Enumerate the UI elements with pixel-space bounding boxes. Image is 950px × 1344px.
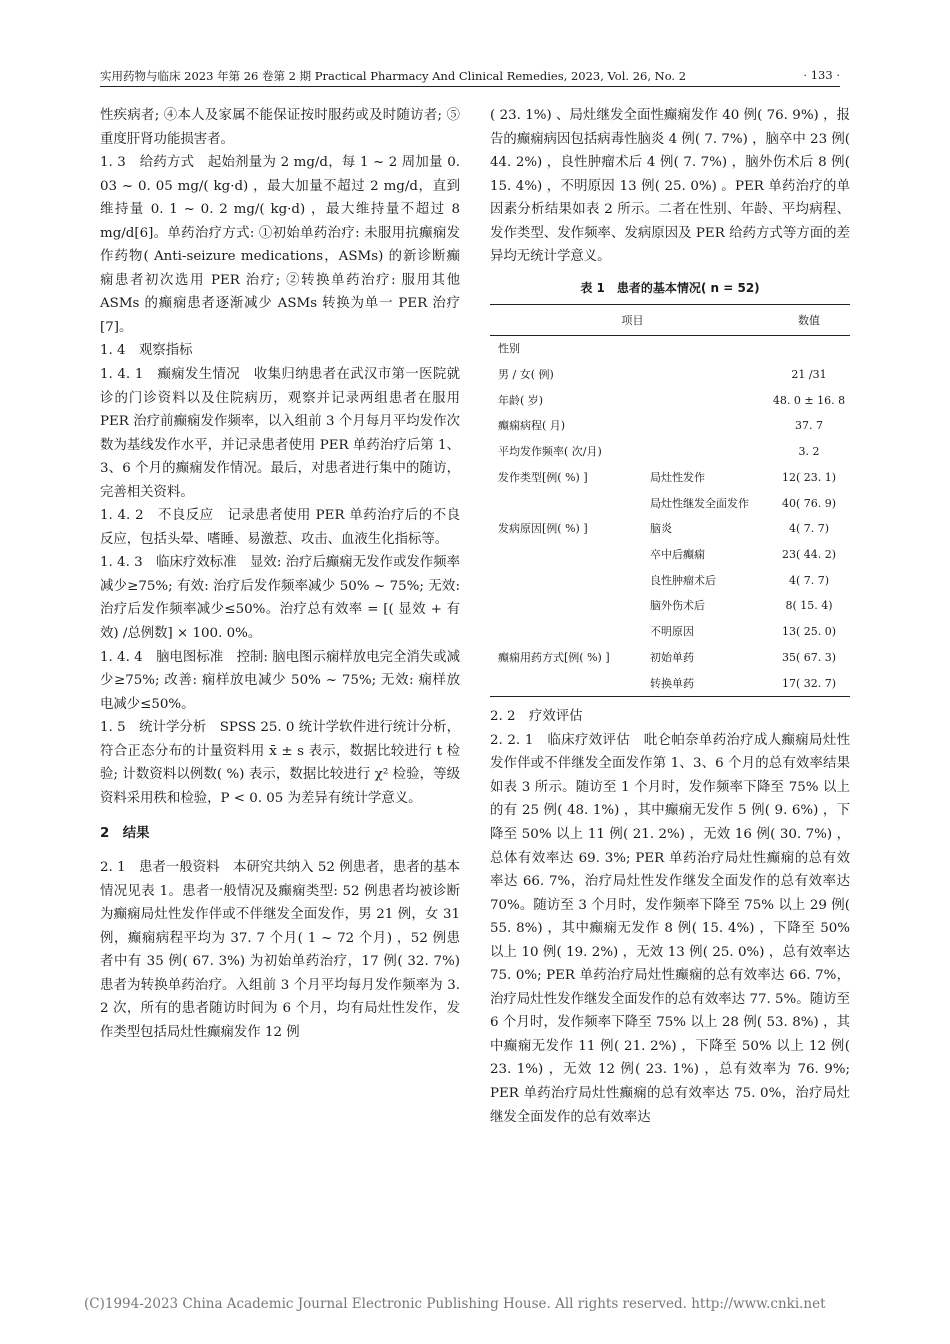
- paragraph: 1. 3 给药方式 起始剂量为 2 mg/d，每 1 ~ 2 周加量 0. 03 ~ 0. 05 mg/( kg·d) ，最大加量不超过 2 mg/d，直到维持量 0. 1 ~ 0. 2 mg/( kg·d) ，最大维持量不超过 8 mg/d[6]。单药治疗方式: ①初始单药治疗: 未服用抗癫痫发作药物( Anti-seizure medications，ASMs) 的新诊断癫痫患者初次选用 PER 治疗; ②转换单药治疗: 服用其他 ASMs 的癫痫患者逐渐减少 ASMs 转换为单一 PER 治疗[7]。: [100, 155, 460, 335]
- table-caption: 表 1 患者的基本情况( n = 52): [580, 280, 760, 295]
- row-value: 23( 44. 2): [781, 548, 837, 561]
- row-sublabel: [650, 388, 768, 414]
- left-column: [100, 104, 460, 1044]
- table-row: [490, 388, 850, 414]
- table-header-row: [490, 305, 850, 336]
- table-header-item: 项目: [490, 305, 768, 336]
- row-sublabel: 脑外伤术后: [650, 599, 705, 613]
- row-value: 40( 76. 9): [781, 496, 837, 510]
- row-value: 37. 7: [795, 419, 823, 433]
- row-value: [768, 336, 850, 362]
- row-sublabel: 不明原因: [650, 625, 694, 639]
- table-header-value: 数值: [768, 305, 850, 336]
- row-label: 发病原因[例( %) ]: [498, 522, 588, 536]
- paragraph: 性疾病者; ④本人及家属不能保证按时服药或及时随访者; ⑤重度肝肾功能损害者。: [100, 108, 460, 147]
- paragraph: 2. 1 患者一般资料 本研究共纳入 52 例患者，患者的基本情况见表 1。患者一般情况及癫痫类型: 52 例患者均被诊断为癫痫局灶性发作伴或不伴继发全面发作，男 21 例，女 31 例，癫痫病程平均为 37. 7 个月( 1 ~ 72 个月) ，52 例患者中有 35 例( 67. 3%) 为初始单药治疗，17 例( 32. 7%) 患者为转换单药治疗。入组前 3 个月平均每月发作频率为 3. 2 次，所有的患者随访时间为 6 个月，均有局灶性发作，发作类型包括局灶性癫痫发作 12 例: [100, 859, 460, 1040]
- row-label: 年龄( 岁): [498, 393, 544, 407]
- row-label: [490, 491, 650, 517]
- row-sublabel: 卒中后癫痫: [650, 548, 705, 561]
- row-sublabel: [650, 413, 768, 439]
- paragraph: 1. 4 观察指标: [100, 343, 193, 359]
- row-value: 17( 32. 7): [768, 671, 850, 697]
- row-label: [490, 568, 650, 594]
- row-label: 癫痫病程( 月): [498, 419, 566, 433]
- right-column-top: [490, 104, 850, 269]
- table-row: [490, 645, 850, 671]
- row-label: 发作类型[例( %) ]: [498, 470, 588, 484]
- paragraph: ( 23. 1%) 、局灶继发全面性癫痫发作 40 例( 76. 9%) ，报告的癫痫病因包括病毒性脑炎 4 例( 7. 7%) ，脑卒中 23 例( 44. 2%) ，良性肿瘤术后 4 例( 7. 7%) ，脑外伤术后 8 例( 15. 4%) ，不明原因 13 例( 25. 0%) 。PER 单药治疗的单因素分析结果如表 2 所示。二者在性别、年龄、平均病程、发作类型、发作频率、发病原因及 PER 给药方式等方面的差异均无统计学意义。: [490, 108, 850, 265]
- row-sublabel: [650, 439, 768, 465]
- page-number: · 133 ·: [803, 68, 840, 82]
- row-value: 21 /31: [791, 368, 827, 382]
- table-row: [490, 413, 850, 439]
- table-row: [490, 542, 850, 568]
- row-label: [490, 671, 650, 697]
- table-row: [490, 619, 850, 645]
- journal-title: 实用药物与临床 2023 年第 26 卷第 2 期 Practical Pharmacy And Clinical Remedies, 2023, Vol. 26, No. 2: [100, 69, 687, 83]
- row-label: 癫痫用药方式[例( %) ]: [498, 650, 610, 664]
- row-sublabel: [650, 336, 768, 362]
- paragraph: 1. 4. 3 临床疗效标准 显效: 治疗后癫痫无发作或发作频率减少≥75%; 有效: 治疗后发作频率减少 50% ~ 75%; 无效: 治疗后发作频率减少≤50%。治疗总有效率 = [( 显效 + 有效) /总例数] × 100. 0%。: [100, 555, 460, 642]
- table-row: [490, 671, 850, 697]
- row-label: [490, 542, 650, 568]
- row-label: [490, 593, 650, 619]
- row-sublabel: 良性肿瘤术后: [650, 573, 716, 587]
- row-sublabel: 转换单药: [650, 671, 768, 697]
- paragraph: 2. 2 疗效评估: [490, 709, 583, 725]
- row-sublabel: 初始单药: [650, 650, 694, 664]
- right-column: [490, 104, 850, 1129]
- copyright-footer: (C)1994-2023 China Academic Journal Electronic Publishing House. All rights reserved. http://www.cnki.net: [84, 1296, 826, 1312]
- row-value: 13( 25. 0): [781, 625, 837, 639]
- paragraph: 2. 2. 1 临床疗效评估 吡仑帕奈单药治疗成人癫痫局灶性发作伴或不伴继发全面发作第 1、3、6 个月的总有效率结果如表 3 所示。随访至 1 个月时，发作频率下降至 75% 以上的有 25 例( 48. 1%) ，其中癫痫无发作 5 例( 9. 6%) ，下降至 50% 以上 11 例( 21. 2%) ，无效 16 例( 30. 7%) ，总体有效率达 69. 3%; PER 单药治疗局灶性癫痫的总有效率达 66. 7%，治疗局灶性发作继发全面发作的总有效率达 70%。随访至 3 个月时，发作频率下降至 75% 以上 29 例( 55. 8%) ，其中癫痫无发作 8 例( 15. 4%) ，下降至 50% 以上 10 例( 19. 2%) ，无效 13 例( 25. 0%) ，总有效率达 75. 0%; PER 单药治疗局灶性癫痫的总有效率达 66. 7%，治疗局灶性发作继发全面发作的总有效率达 77. 5%。随访至 6 个月时，发作频率下降至 75% 以上 28 例( 53. 8%) ，其中癫痫无发作 11 例( 21. 2%) ，下降至 50% 以上 12 例( 23. 1%) ，无效 12 例( 23. 1%) ，总有效率为 76. 9%; PER 单药治疗局灶性癫痫的总有效率达 75. 0%，治疗局灶继发全面发作的总有效率达: [490, 732, 850, 1125]
- row-value: 3. 2: [798, 445, 820, 459]
- row-label: 性别: [498, 342, 520, 356]
- row-label: [490, 619, 650, 645]
- running-header: [100, 68, 840, 87]
- right-column-bottom: [490, 705, 850, 1129]
- row-value: 8( 15. 4): [785, 599, 833, 613]
- table-row: [490, 336, 850, 362]
- row-value: 48. 0 ± 16. 8: [772, 393, 846, 407]
- row-value: 12( 23. 1): [781, 470, 837, 484]
- paragraph: 1. 5 统计学分析 SPSS 25. 0 统计学软件进行统计分析，符合正态分布的计量资料用 x̄ ± s 表示，数据比较进行 t 检验; 计数资料以例数( %) 表示，数据比较进行 χ² 检验，等级资料采用秩和检验，P < 0. 05 为差异有统计学意义。: [100, 720, 460, 806]
- row-value: 4( 7. 7): [788, 522, 830, 536]
- patient-table: [490, 304, 850, 697]
- table-row: [490, 568, 850, 594]
- table-row: [490, 516, 850, 542]
- row-sublabel: 局灶性发作: [650, 470, 705, 484]
- table-row: [490, 362, 850, 388]
- table-row: [490, 593, 850, 619]
- row-sublabel: 局灶性继发全面发作: [650, 496, 749, 510]
- row-label: 男 / 女( 例): [498, 368, 554, 382]
- table-row: [490, 439, 850, 465]
- row-value: 35( 67. 3): [781, 650, 837, 664]
- row-sublabel: 脑炎: [650, 522, 672, 536]
- table-row: [490, 465, 850, 491]
- row-value: 4( 7. 7): [788, 573, 830, 587]
- paragraph: 1. 4. 4 脑电图标准 控制: 脑电图示痫样放电完全消失或减少≥75%; 改善: 痫样放电减少 50% ~ 75%; 无效: 痫样放电减少≤50%。: [100, 649, 460, 712]
- paragraph: 1. 4. 2 不良反应 记录患者使用 PER 单药治疗后的不良反应，包括头晕、嗜睡、易激惹、攻击、血液生化指标等。: [100, 508, 460, 547]
- section-heading: 2 结果: [100, 826, 150, 842]
- table-row: [490, 491, 850, 517]
- paragraph: 1. 4. 1 癫痫发生情况 收集归纳患者在武汉市第一医院就诊的门诊资料以及住院病历，观察并记录两组患者在服用 PER 治疗前癫痫发作频率，以入组前 3 个月每月平均发作次数为基线发作水平，并记录患者使用 PER 单药治疗后第 1、3、6 个月的癫痫发作情况。最后，对患者进行集中的随访，完善相关资料。: [100, 367, 460, 500]
- row-label: 平均发作频率( 次/月): [498, 445, 602, 459]
- row-sublabel: [650, 362, 768, 388]
